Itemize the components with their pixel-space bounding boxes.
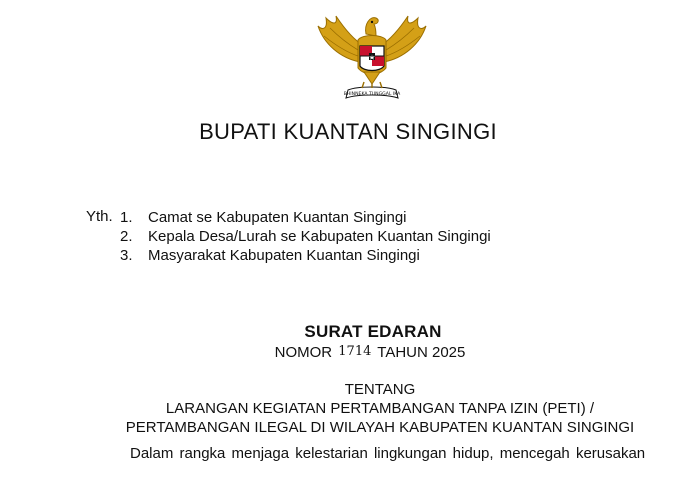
addressee-item [120,227,491,246]
addressee-text: Camat se Kabupaten Kuantan Singingi [148,209,407,226]
garuda-pancasila-emblem-icon [314,10,430,108]
regent-title: BUPATI KUANTAN SINGINGI [199,119,497,144]
about-label: TENTANG [344,381,416,398]
number-prefix: NOMOR [274,344,333,361]
body-paragraph: Dalam rangka menjaga kelestarian lingkungan hidup, mencegah kerusakan [130,445,646,462]
addressee-number: 3. [120,247,133,264]
addressee-text: Kepala Desa/Lurah se Kabupaten Kuantan Singingi [148,228,491,245]
subject-line: LARANGAN KEGIATAN PERTAMBANGAN TANPA IZIN (PETI) / [165,400,595,417]
svg-text:BHINNEKA TUNGGAL IKA: BHINNEKA TUNGGAL IKA [343,92,401,97]
addressee-label: Yth. [86,208,113,225]
addressee-item [120,208,491,227]
number-suffix: TAHUN 2025 [377,344,466,361]
addressee-number: 2. [120,228,133,245]
addressee-list [120,208,491,265]
handwritten-number: 1714 [338,344,372,359]
circular-subject [0,399,696,437]
addressee-text: Masyarakat Kabupaten Kuantan Singingi [148,247,420,264]
addressee-number: 1. [120,209,133,226]
circular-number [0,344,696,361]
subject-line: PERTAMBANGAN ILEGAL DI WILAYAH KABUPATEN KUANTAN SINGINGI [125,419,635,436]
circular-title: SURAT EDARAN [304,322,442,341]
addressee-item [120,246,491,265]
